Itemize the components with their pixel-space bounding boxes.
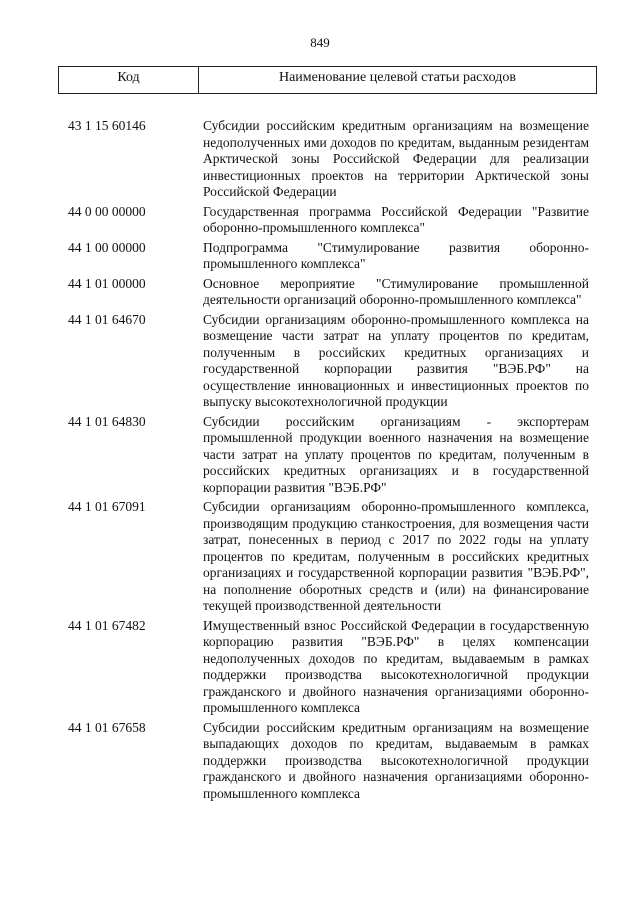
row-description: Основное мероприятие "Стимулирование промышленной деятельности организаций оборонно-промышленного комплекса" [203,275,589,307]
row-description: Имущественный взнос Российской Федерации в государственную корпорацию развития "ВЭБ.РФ" в целях компенсации недополученных доходов по кредитам, выдаваемым в рамках поддержки производства высокотехнологичной продукции гражданского и двойного назначения организациями оборонно-промышленного комплекса [203,617,589,715]
budget-item-list [0,118,640,802]
row-code: 44 1 01 67091 [68,499,146,514]
page-number: 849 [310,35,330,50]
row-code: 43 1 15 60146 [68,118,146,133]
row-code: 44 1 01 64830 [68,413,146,429]
row-description: Субсидии российским кредитным организациям на возмещение недополученных ими доходов по кредитам, выданным резидентам Арктической зоны Российской Федерации для реализации инвестиционных проектов на территории Арктической зоны Российской Федерации [203,118,589,199]
table-row [0,118,640,201]
table-row [0,499,640,615]
row-code: 44 1 00 00000 [68,239,146,255]
row-code: 44 1 01 64670 [68,311,146,327]
table-row [0,276,640,309]
row-code: 44 1 01 67658 [68,719,146,735]
row-description: Подпрограмма "Стимулирование развития оборонно-промышленного комплекса" [203,239,589,271]
table-row [0,240,640,273]
row-code: 44 1 01 67482 [68,617,146,633]
table-row [0,618,640,717]
table-header [58,66,597,94]
row-description: Субсидии организациям оборонно-промышленного комплекса на возмещение части затрат на уплату процентов по кредитам, полученным в российских кредитных организациях и государственной корпорации развития "ВЭБ.РФ" на осуществление инновационных и инвестиционных проектов по выпуску высокотехнологичной продукции [203,311,589,409]
table-row [0,720,640,803]
row-description: Государственная программа Российской Федерации "Развитие оборонно-промышленного комплекса" [203,203,589,235]
row-code: 44 1 01 00000 [68,275,146,291]
row-description: Субсидии российским организациям - экспортерам промышленной продукции военного назначения на возмещение части затрат на уплату процентов по кредитам, полученным в российских кредитных организациях и в государственной корпорации развития "ВЭБ.РФ" [203,413,589,495]
name-column-header: Наименование целевой статьи расходов [278,70,517,85]
row-code: 44 0 00 00000 [68,203,146,219]
table-row [0,414,640,497]
row-description: Субсидии российским кредитным организациям на возмещение выпадающих доходов по кредитам, выдаваемым в рамках поддержки производства высокотехнологичной продукции гражданского и двойного назначения организациями оборонно-промышленного комплекса [203,719,589,801]
table-row [0,312,640,411]
table-row [0,204,640,237]
row-description: Субсидии организациям оборонно-промышленного комплекса, производящим продукцию станкостроения, для возмещения части затрат, понесенных в период с 2017 по 2022 годы на уплату процентов по кредитам, полученным в российских кредитных организациях и государственной корпорации развития "ВЭБ.РФ", на пополнение оборотных средств и (или) на финансирование текущей производственной деятельности [203,499,589,613]
code-column-header: Код [59,67,199,93]
